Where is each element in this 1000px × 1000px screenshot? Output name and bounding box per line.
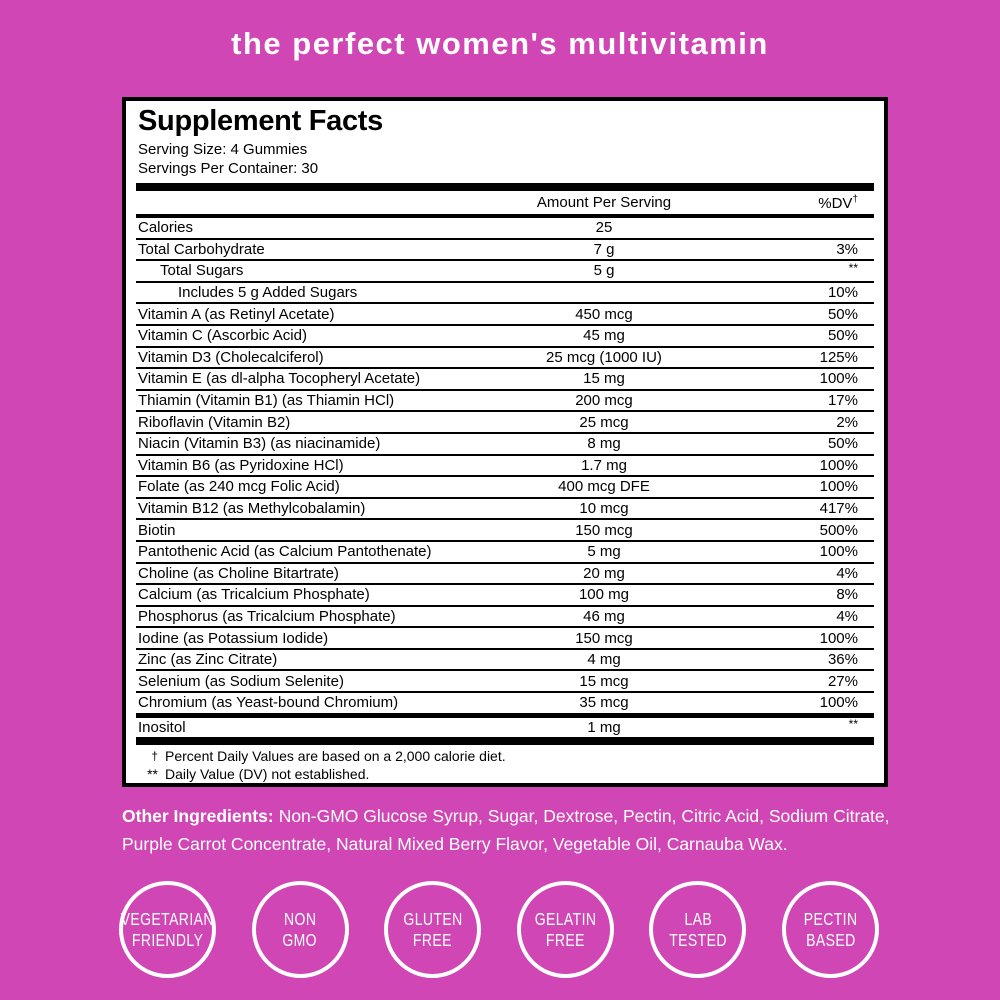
badge-gluten-free bbox=[384, 881, 481, 978]
nutrient-amount: 20 mg bbox=[583, 564, 625, 582]
nutrient-amount: 25 bbox=[595, 219, 613, 237]
nutrient-dv: 10% bbox=[827, 284, 858, 302]
nutrient-dv: ** bbox=[848, 717, 858, 732]
nutrient-amount: 5 g bbox=[593, 262, 615, 280]
nutrient-dv: 27% bbox=[827, 672, 858, 690]
nutrient-name: Niacin (Vitamin B3) (as niacinamide) bbox=[138, 435, 381, 453]
table-row bbox=[136, 669, 874, 691]
product-tagline: the perfect women's multivitamin bbox=[231, 26, 769, 61]
nutrient-name: Folate (as 240 mcg Folic Acid) bbox=[138, 478, 340, 496]
nutrient-amount: 200 mcg bbox=[575, 392, 633, 410]
nutrient-amount: 5 mg bbox=[587, 543, 621, 561]
table-row bbox=[136, 218, 874, 238]
table-row bbox=[136, 648, 874, 670]
nutrient-amount: 25 mcg (1000 IU) bbox=[546, 348, 662, 366]
table-row bbox=[136, 518, 874, 540]
nutrient-amount: 400 mcg DFE bbox=[558, 478, 650, 496]
table-row bbox=[136, 691, 874, 713]
nutrient-name: Phosphorus (as Tricalcium Phosphate) bbox=[138, 607, 396, 625]
nutrient-name: Total Sugars bbox=[160, 262, 244, 280]
footnote-symbol: † bbox=[151, 749, 158, 764]
badge-gelatin-free bbox=[517, 881, 614, 978]
nutrient-dv: 100% bbox=[819, 478, 858, 496]
serving-size: Serving Size: 4 Gummies bbox=[138, 141, 308, 158]
dv-column-header bbox=[744, 194, 874, 212]
table-row bbox=[136, 454, 874, 476]
badge-label: LAB bbox=[684, 908, 712, 929]
badge-pectin-based bbox=[782, 881, 879, 978]
supplement-facts-panel bbox=[122, 97, 888, 787]
nutrient-name: Biotin bbox=[138, 521, 176, 539]
footnote bbox=[136, 748, 874, 766]
table-row bbox=[136, 346, 874, 368]
nutrient-amount: 150 mcg bbox=[575, 521, 633, 539]
table-row bbox=[136, 238, 874, 260]
nutrient-dv: ** bbox=[848, 260, 858, 275]
table-row bbox=[136, 475, 874, 497]
nutrient-name: Includes 5 g Added Sugars bbox=[178, 284, 358, 302]
table-row bbox=[136, 432, 874, 454]
nutrient-name: Inositol bbox=[138, 718, 186, 736]
nutrient-dv: 4% bbox=[836, 564, 858, 582]
nutrient-dv: 3% bbox=[836, 240, 858, 258]
other-ingredients-label: Other Ingredients: bbox=[122, 806, 274, 826]
nutrient-name: Vitamin D3 (Cholecalciferol) bbox=[138, 348, 324, 366]
table-row bbox=[136, 410, 874, 432]
table-row bbox=[136, 389, 874, 411]
nutrient-amount: 7 g bbox=[593, 240, 615, 258]
other-ingredients-text: Non-GMO Glucose Syrup, Sugar, Dextrose, Pectin, Citric Acid, Sodium Citrate, Purple Carrot Concentrate, Natural Mixed Berry Flavor, Vegetable Oil, Carnauba Wax. bbox=[122, 806, 890, 854]
nutrient-dv: 17% bbox=[827, 392, 858, 410]
nutrient-dv: 50% bbox=[827, 435, 858, 453]
nutrient-name: Selenium (as Sodium Selenite) bbox=[138, 672, 344, 690]
footnotes bbox=[136, 748, 874, 783]
nutrient-amount: 15 mg bbox=[583, 370, 625, 388]
table-row bbox=[136, 324, 874, 346]
nutrient-dv: 500% bbox=[819, 521, 858, 539]
dv-header-label: %DV bbox=[818, 194, 853, 212]
table-row bbox=[136, 281, 874, 303]
nutrient-dv: 2% bbox=[836, 413, 858, 431]
nutrient-dv: 100% bbox=[819, 370, 858, 388]
footnote-text: Percent Daily Values are based on a 2,000 calorie diet. bbox=[165, 748, 506, 765]
nutrient-amount: 15 mcg bbox=[579, 672, 629, 690]
nutrient-amount: 45 mg bbox=[583, 327, 625, 345]
table-row bbox=[136, 583, 874, 605]
table-row bbox=[136, 367, 874, 389]
thick-divider-bar bbox=[136, 183, 874, 191]
table-row bbox=[136, 718, 874, 738]
nutrient-name: Chromium (as Yeast-bound Chromium) bbox=[138, 694, 399, 712]
nutrient-amount: 1 mg bbox=[587, 718, 621, 736]
badge-lab-tested bbox=[649, 881, 746, 978]
nutrient-name: Vitamin B6 (as Pyridoxine HCl) bbox=[138, 456, 344, 474]
nutrient-dv: 100% bbox=[819, 456, 858, 474]
nutrient-dv: 36% bbox=[827, 651, 858, 669]
nutrient-amount: 25 mcg bbox=[579, 413, 629, 431]
table-row bbox=[136, 540, 874, 562]
badge-label: GELATIN bbox=[534, 908, 597, 929]
nutrient-name: Choline (as Choline Bitartrate) bbox=[138, 564, 339, 582]
badge-vegetarian-friendly bbox=[119, 881, 216, 978]
nutrient-amount: 46 mg bbox=[583, 607, 625, 625]
supplement-facts-title: Supplement Facts bbox=[138, 105, 383, 137]
nutrient-name: Pantothenic Acid (as Calcium Pantothenate) bbox=[138, 543, 432, 561]
table-row bbox=[136, 497, 874, 519]
servings-per-container: Servings Per Container: 30 bbox=[138, 160, 319, 177]
nutrient-amount: 10 mcg bbox=[579, 500, 629, 518]
nutrient-dv: 50% bbox=[827, 305, 858, 323]
nutrient-name: Riboflavin (Vitamin B2) bbox=[138, 413, 291, 431]
nutrient-name: Total Carbohydrate bbox=[138, 240, 265, 258]
nutrient-amount: 150 mcg bbox=[575, 629, 633, 647]
nutrient-dv: 417% bbox=[819, 500, 858, 518]
nutrient-name: Iodine (as Potassium Iodide) bbox=[138, 629, 329, 647]
nutrient-amount: 4 mg bbox=[587, 651, 621, 669]
nutrient-dv: 4% bbox=[836, 607, 858, 625]
nutrient-dv: 100% bbox=[819, 629, 858, 647]
nutrient-dv: 50% bbox=[827, 327, 858, 345]
nutrient-name: Vitamin C (Ascorbic Acid) bbox=[138, 327, 307, 345]
nutrient-amount: 35 mcg bbox=[579, 694, 629, 712]
badge-label: GMO bbox=[282, 929, 318, 950]
footnote-text: Daily Value (DV) not established. bbox=[165, 765, 370, 782]
badge-label: BASED bbox=[805, 929, 856, 950]
badge-label: GLUTEN bbox=[403, 908, 463, 929]
footnote-symbol: ** bbox=[147, 765, 158, 782]
nutrient-dv: 8% bbox=[836, 586, 858, 604]
nutrient-name: Vitamin B12 (as Methylcobalamin) bbox=[138, 500, 366, 518]
nutrient-name: Calcium (as Tricalcium Phosphate) bbox=[138, 586, 370, 604]
badge-label: PECTIN bbox=[803, 908, 858, 929]
badge-non-gmo bbox=[252, 881, 349, 978]
table-row bbox=[136, 259, 874, 281]
amount-column-header: Amount Per Serving bbox=[536, 194, 672, 211]
nutrient-dv: 100% bbox=[819, 694, 858, 712]
dagger-icon: † bbox=[852, 193, 858, 205]
table-row bbox=[136, 605, 874, 627]
feature-badges bbox=[119, 881, 879, 978]
table-row bbox=[136, 626, 874, 648]
nutrient-name: Vitamin A (as Retinyl Acetate) bbox=[138, 305, 335, 323]
nutrient-amount: 1.7 mg bbox=[581, 456, 627, 474]
thick-divider-bar bbox=[136, 737, 874, 745]
badge-label: VEGETARIAN bbox=[120, 908, 215, 929]
badge-label: FRIENDLY bbox=[131, 929, 204, 950]
nutrient-name: Zinc (as Zinc Citrate) bbox=[138, 651, 278, 669]
nutrient-name: Thiamin (Vitamin B1) (as Thiamin HCl) bbox=[138, 392, 395, 410]
nutrient-amount: 8 mg bbox=[587, 435, 621, 453]
table-row bbox=[136, 562, 874, 584]
nutrient-amount: 450 mcg bbox=[575, 305, 633, 323]
badge-label: FREE bbox=[545, 929, 585, 950]
nutrient-name: Calories bbox=[138, 219, 194, 237]
badge-label: FREE bbox=[413, 929, 453, 950]
table-row bbox=[136, 302, 874, 324]
facts-rows bbox=[136, 218, 874, 737]
nutrient-name: Vitamin E (as dl-alpha Tocopheryl Acetate) bbox=[138, 370, 421, 388]
nutrient-dv: 125% bbox=[819, 348, 858, 366]
nutrient-amount: 100 mg bbox=[578, 586, 630, 604]
footnote bbox=[136, 766, 874, 784]
badge-label: NON bbox=[283, 908, 317, 929]
other-ingredients bbox=[122, 802, 902, 858]
table-header-row bbox=[136, 191, 874, 214]
nutrient-dv: 100% bbox=[819, 543, 858, 561]
badge-label: TESTED bbox=[669, 929, 727, 950]
